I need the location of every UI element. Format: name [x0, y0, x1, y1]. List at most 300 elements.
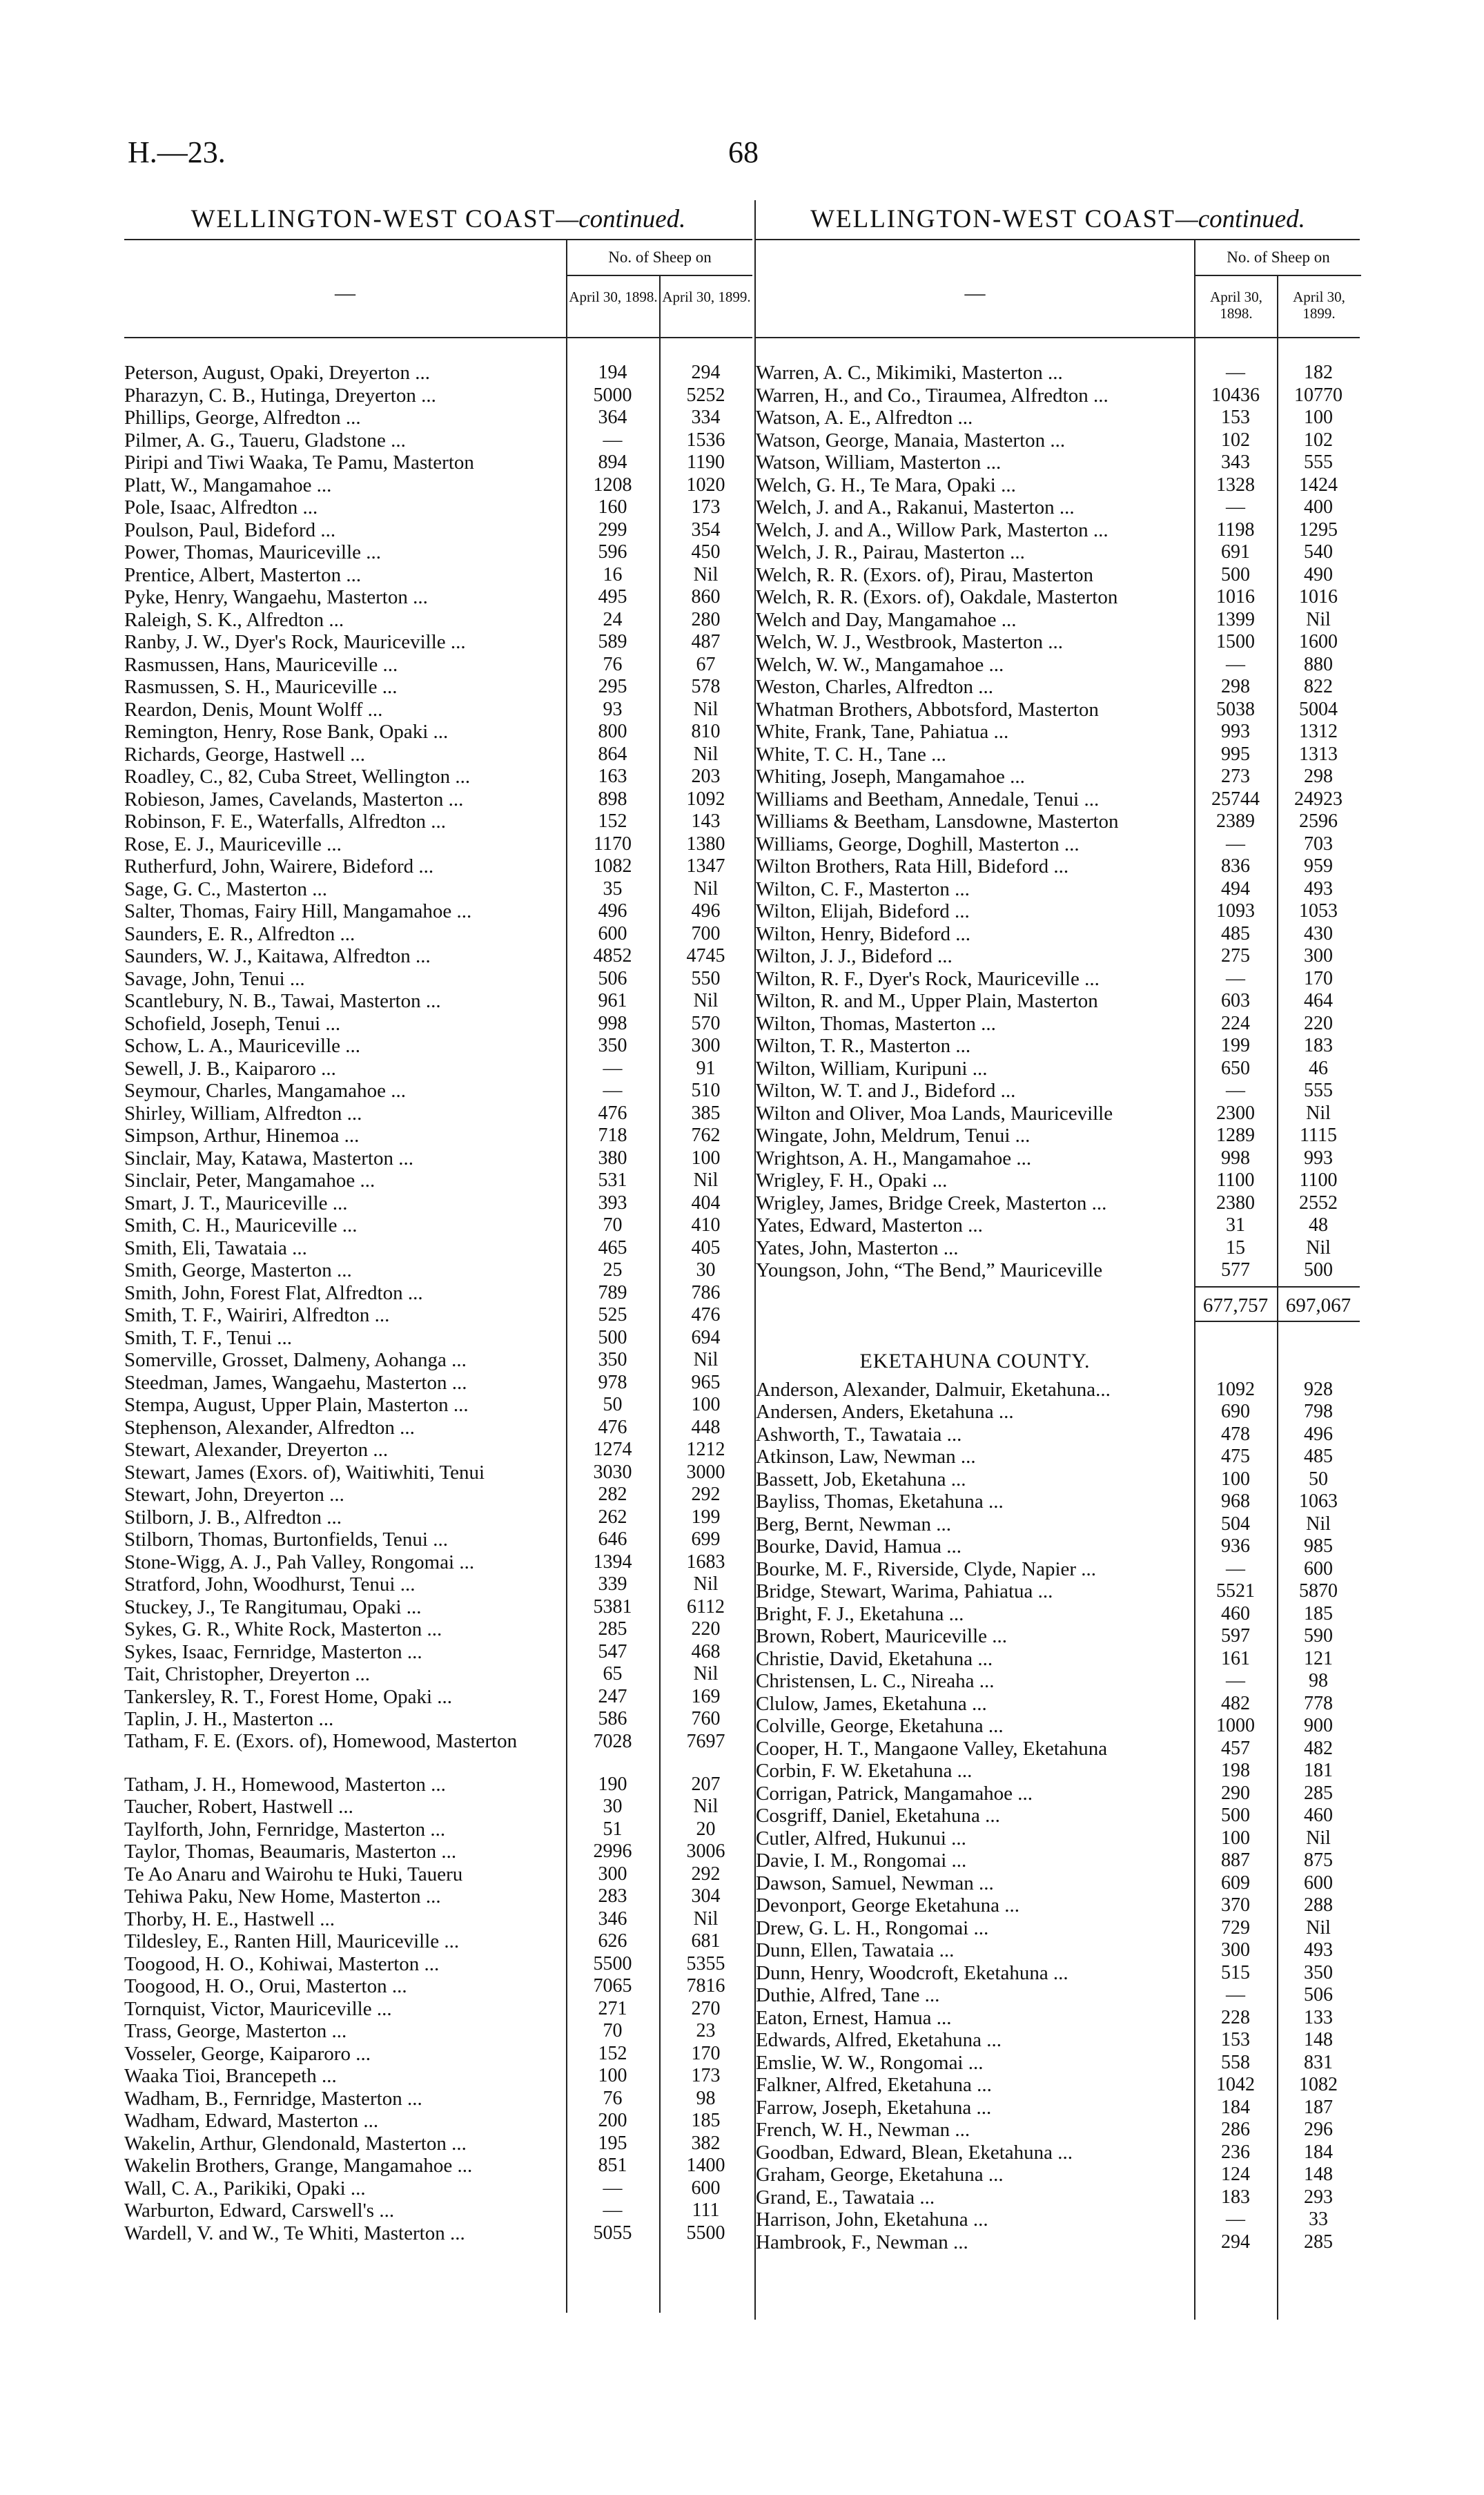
- sheep-1898: —: [603, 2200, 623, 2221]
- owner-name: Corbin, F. W. Eketahuna ...: [756, 1760, 973, 1782]
- sheep-1898: 496: [598, 900, 627, 922]
- owner-name: Bayliss, Thomas, Eketahuna ...: [756, 1491, 1004, 1513]
- sheep-1898: 476: [598, 1416, 627, 1438]
- sheep-1899: 1063: [1299, 1491, 1338, 1512]
- owner-name: Pyke, Henry, Wangaehu, Masterton ...: [124, 586, 428, 608]
- owner-name: Warren, H., and Co., Tiraumea, Alfredton ...: [756, 384, 1109, 407]
- owner-name: Atkinson, Law, Newman ...: [756, 1446, 976, 1468]
- left-row: [124, 2020, 752, 2043]
- sheep-1899: 985: [1304, 1535, 1333, 1557]
- sheep-1898: 190: [598, 1773, 627, 1795]
- owner-name: Remington, Henry, Rose Bank, Opaki ...: [124, 721, 449, 743]
- owner-name: Welch, J. R., Pairau, Masterton ...: [756, 541, 1025, 563]
- sheep-1899: Nil: [1306, 1827, 1331, 1849]
- left-row: [124, 833, 752, 856]
- county-row: [756, 1715, 1360, 1738]
- sheep-1898: 343: [1221, 452, 1250, 473]
- county-row: [756, 1917, 1360, 1940]
- owner-name: Welch, J. and A., Willow Park, Masterton ...: [756, 518, 1109, 541]
- left-sheep-header: No. of Sheep on: [566, 240, 752, 276]
- left-row: [124, 788, 752, 811]
- left-row: [124, 2043, 752, 2066]
- owner-name: Corrigan, Patrick, Mangamahoe ...: [756, 1782, 1033, 1805]
- sheep-1898: 195: [598, 2132, 627, 2154]
- sheep-1899: 385: [691, 1102, 721, 1124]
- sheep-1899: 875: [1304, 1850, 1333, 1871]
- owner-name: Wadham, Edward, Masterton ...: [124, 2110, 379, 2132]
- sheep-1898: 597: [1221, 1625, 1250, 1647]
- sheep-1899: 1600: [1299, 631, 1338, 652]
- sheep-1898: 515: [1221, 1961, 1250, 1983]
- left-row: [124, 1214, 752, 1237]
- right-name-header: —: [964, 282, 986, 304]
- sheep-1898: 30: [603, 1796, 623, 1817]
- sheep-1899: 600: [1304, 1872, 1333, 1894]
- sheep-1899: Nil: [693, 877, 719, 900]
- sheep-1899: 448: [691, 1416, 721, 1438]
- sheep-1899: 1536: [686, 429, 725, 451]
- right-row: [756, 452, 1360, 474]
- owner-name: Sinclair, Peter, Mangamahoe ...: [124, 1169, 375, 1192]
- sheep-1898: 609: [1221, 1872, 1250, 1894]
- owner-name: Smith, George, Masterton ...: [124, 1259, 352, 1281]
- sheep-1899: 778: [1304, 1692, 1333, 1714]
- sheep-1899: Nil: [693, 563, 719, 585]
- sheep-1899: 6112: [687, 1595, 725, 1618]
- left-row: [124, 2110, 752, 2133]
- sheep-1899: 293: [1304, 2186, 1333, 2208]
- sheep-1898: 290: [1221, 1782, 1250, 1804]
- sheep-1898: 163: [598, 766, 627, 787]
- owner-name: Shirley, William, Alfredton ...: [124, 1102, 362, 1125]
- sheep-1899: 50: [1309, 1468, 1328, 1490]
- sheep-1899: Nil: [1306, 1236, 1331, 1259]
- owner-name: White, Frank, Tane, Pahiatua ...: [756, 721, 1009, 743]
- owner-name: French, W. H., Newman ...: [756, 2119, 970, 2141]
- sheep-1898: 160: [598, 496, 627, 518]
- sheep-1898: 5521: [1216, 1580, 1255, 1602]
- owner-name: Richards, George, Hastwell ...: [124, 743, 365, 766]
- sheep-1899: 510: [691, 1080, 721, 1101]
- sheep-1899: 450: [691, 541, 721, 563]
- owner-name: Tait, Christopher, Dreyerton ...: [124, 1663, 371, 1685]
- sheep-1898: 1274: [593, 1439, 632, 1460]
- sheep-1898: 236: [1221, 2141, 1250, 2163]
- sheep-1899: 1016: [1299, 586, 1338, 608]
- left-row: [124, 810, 752, 833]
- sheep-1898: 70: [603, 2020, 623, 2041]
- left-row: [124, 744, 752, 766]
- left-rule-2: [659, 297, 661, 2313]
- left-row: [124, 474, 752, 497]
- sheep-1899: Nil: [693, 1349, 719, 1370]
- sheep-1899: Nil: [693, 1907, 719, 1930]
- left-row: [124, 1953, 752, 1976]
- owner-name: Wilton Brothers, Rata Hill, Bideford ...: [756, 855, 1069, 877]
- owner-name: Power, Thomas, Mauriceville ...: [124, 541, 382, 563]
- sheep-1899: 170: [691, 2042, 721, 2064]
- left-row: [124, 1394, 752, 1417]
- owner-name: Wall, C. A., Parikiki, Opaki ...: [124, 2177, 366, 2200]
- left-row: [124, 1304, 752, 1327]
- sheep-1898: 500: [1221, 1805, 1250, 1826]
- county-title: EKETAHUNA COUNTY.: [859, 1349, 1091, 1372]
- sheep-1898: 961: [598, 990, 627, 1011]
- sheep-1898: 273: [1221, 766, 1250, 787]
- owner-name: Christie, David, Eketahuna ...: [756, 1647, 993, 1670]
- owner-name: Warburton, Edward, Carswell's ...: [124, 2200, 395, 2222]
- left-row: [124, 1417, 752, 1439]
- sheep-1899: 184: [1304, 2141, 1333, 2163]
- sheep-1898: 25: [603, 1259, 623, 1281]
- sheep-1899: 600: [691, 2177, 721, 2199]
- sheep-1899: 4745: [686, 945, 725, 967]
- sheep-1899: 1115: [1300, 1125, 1337, 1146]
- county-row: [756, 2208, 1360, 2231]
- sheep-1899: 400: [1304, 496, 1333, 518]
- owner-name: Stempa, August, Upper Plain, Masterton ...: [124, 1394, 469, 1416]
- right-row: [756, 945, 1360, 968]
- left-row: [124, 1327, 752, 1350]
- owner-name: Christensen, L. C., Nireaha ...: [756, 1670, 995, 1692]
- owner-name: Somerville, Grosset, Dalmeny, Aohanga ...: [124, 1349, 467, 1371]
- owner-name: Taplin, J. H., Masterton ...: [124, 1708, 334, 1730]
- left-row: [124, 385, 752, 407]
- sheep-1899: 699: [691, 1528, 721, 1550]
- sheep-1899: 170: [1304, 967, 1333, 989]
- owner-name: Ashworth, T., Tawataia ...: [756, 1423, 962, 1446]
- sheep-1898: 339: [598, 1573, 627, 1595]
- right-row: [756, 990, 1360, 1013]
- sheep-1898: 836: [1221, 855, 1250, 877]
- county-row: [756, 1693, 1360, 1716]
- owner-name: Phillips, George, Alfredton ...: [124, 407, 361, 429]
- owner-name: Welch, W. W., Mangamahoe ...: [756, 653, 1004, 676]
- sheep-1898: 898: [598, 788, 627, 810]
- sheep-1898: 183: [1221, 2186, 1250, 2208]
- owner-name: Poulson, Paul, Bideford ...: [124, 518, 336, 541]
- county-row: [756, 1738, 1360, 1760]
- left-row: [124, 1125, 752, 1147]
- sheep-1899: 23: [696, 2020, 716, 2041]
- left-row: [124, 1841, 752, 1863]
- owner-name: Thorby, H. E., Hastwell ...: [124, 1907, 335, 1930]
- sheep-1899: 5355: [686, 1952, 725, 1974]
- sheep-1898: 1198: [1216, 518, 1255, 541]
- owner-name: Bright, F. J., Eketahuna ...: [756, 1602, 964, 1625]
- sheep-1898: 153: [1221, 2029, 1250, 2050]
- owner-name: Ranby, J. W., Dyer's Rock, Mauriceville ...: [124, 631, 466, 653]
- sheep-1898: 364: [598, 407, 627, 428]
- left-row: [124, 654, 752, 677]
- sheep-1898: 1100: [1216, 1169, 1255, 1191]
- sheep-1899: 183: [1304, 1035, 1333, 1056]
- left-row: [124, 878, 752, 901]
- county-rows: [756, 1379, 1360, 2254]
- sheep-1898: 1000: [1216, 1715, 1255, 1736]
- owner-name: Stratford, John, Woodhurst, Tenui ...: [124, 1573, 416, 1595]
- right-rule-1: [1194, 297, 1195, 2320]
- sheep-1899: 280: [691, 608, 721, 630]
- left-row: [124, 1885, 752, 1908]
- owner-name: Cutler, Alfred, Hukunui ...: [756, 1827, 966, 1850]
- sheep-1899: 762: [691, 1125, 721, 1146]
- sheep-1899: 148: [1304, 2029, 1333, 2050]
- owner-name: Wrigley, James, Bridge Creek, Masterton ...: [756, 1192, 1107, 1214]
- left-column-header: [124, 240, 752, 338]
- county-row: [756, 1827, 1360, 1850]
- sheep-1898: 100: [598, 2065, 627, 2086]
- sheep-1898: 457: [1221, 1737, 1250, 1759]
- owner-name: Bourke, David, Hamua ...: [756, 1535, 961, 1557]
- sheep-1898: —: [1226, 967, 1245, 989]
- owner-name: Smith, C. H., Mauriceville ...: [124, 1214, 358, 1236]
- county-row: [756, 1850, 1360, 1872]
- owner-name: Dunn, Henry, Woodcroft, Eketahuna ...: [756, 1961, 1068, 1984]
- sheep-1898: —: [1226, 362, 1245, 383]
- sheep-1898: 35: [603, 877, 623, 900]
- right-row: [756, 654, 1360, 677]
- sheep-1899: 292: [691, 1863, 721, 1885]
- owner-name: Edwards, Alfred, Eketahuna ...: [756, 2029, 1002, 2051]
- owner-name: Goodban, Edward, Blean, Eketahuna ...: [756, 2141, 1073, 2164]
- county-row: [756, 1894, 1360, 1917]
- sheep-1899: 98: [696, 2087, 716, 2109]
- sheep-1899: Nil: [693, 990, 719, 1011]
- sheep-1898: 729: [1221, 1916, 1250, 1939]
- sheep-1899: 5870: [1299, 1580, 1338, 1602]
- right-rule-2: [1277, 297, 1278, 2320]
- owner-name: Roadley, C., 82, Cuba Street, Wellington ...: [124, 766, 471, 788]
- left-row: [124, 1708, 752, 1731]
- sheep-1898: 350: [598, 1349, 627, 1370]
- right-row: [756, 1237, 1360, 1260]
- right-section-title-cont: —continued.: [1175, 205, 1305, 233]
- owner-name: Welch, J. and A., Rakanui, Masterton ...: [756, 496, 1075, 518]
- sheep-1899: 294: [691, 362, 721, 383]
- sheep-1899: 182: [1304, 362, 1333, 383]
- right-row: [756, 878, 1360, 901]
- right-row: [756, 900, 1360, 923]
- sheep-1899: 928: [1304, 1378, 1333, 1400]
- owner-name: Duthie, Alfred, Tane ...: [756, 1984, 940, 2006]
- sheep-1898: 161: [1221, 1647, 1250, 1669]
- left-row: [124, 564, 752, 587]
- left-row: [124, 362, 752, 385]
- sheep-1898: —: [603, 1080, 623, 1101]
- sheep-1898: 998: [598, 1012, 627, 1034]
- owner-name: Sykes, G. R., White Rock, Masterton ...: [124, 1618, 442, 1640]
- sheep-1898: 5381: [593, 1595, 632, 1618]
- owner-name: Watson, William, Masterton ...: [756, 452, 1002, 474]
- county-row: [756, 1558, 1360, 1581]
- left-row: [124, 1259, 752, 1282]
- sheep-1898: 271: [598, 1997, 627, 2019]
- sheep-1898: 936: [1221, 1535, 1250, 1557]
- sheep-1899: 468: [691, 1640, 721, 1662]
- county-row: [756, 1805, 1360, 1827]
- sheep-1898: 1208: [593, 474, 632, 496]
- sheep-1899: 487: [691, 631, 721, 652]
- right-row: [756, 923, 1360, 946]
- owner-name: Wilton, R. and M., Upper Plain, Masterton: [756, 990, 1098, 1012]
- owner-name: Wilton, W. T. and J., Bideford ...: [756, 1080, 1016, 1102]
- left-row: [124, 2200, 752, 2222]
- sheep-1898: 7065: [593, 1975, 632, 1997]
- owner-name: Bridge, Stewart, Warima, Pahiatua ...: [756, 1580, 1053, 1602]
- left-row: [124, 1013, 752, 1036]
- right-row: [756, 855, 1360, 878]
- owner-name: Anderson, Alexander, Dalmuir, Eketahuna...: [756, 1378, 1111, 1401]
- sheep-1898: 504: [1221, 1513, 1250, 1535]
- sheep-1899: 350: [1304, 1961, 1333, 1983]
- sheep-1899: 33: [1309, 2208, 1328, 2230]
- sheep-1899: 600: [1304, 1557, 1333, 1580]
- sheep-1898: —: [603, 2177, 623, 2199]
- right-row: [756, 1103, 1360, 1125]
- sheep-1899: Nil: [1306, 608, 1331, 630]
- sheep-1898: —: [1226, 2208, 1245, 2230]
- sheep-1899: 1190: [687, 452, 725, 473]
- county-row: [756, 1446, 1360, 1468]
- owner-name: Dunn, Ellen, Tawataia ...: [756, 1939, 955, 1961]
- sheep-1898: 650: [1221, 1057, 1250, 1079]
- left-row: [124, 429, 752, 452]
- owner-name: Watson, George, Manaia, Masterton ...: [756, 429, 1066, 452]
- sheep-1898: —: [603, 1057, 623, 1079]
- right-row: [756, 1058, 1360, 1080]
- owner-name: Raleigh, S. K., Alfredton ...: [124, 608, 344, 631]
- sheep-1899: 5252: [686, 384, 725, 406]
- right-row: [756, 609, 1360, 632]
- sheep-1899: Nil: [693, 698, 719, 720]
- owner-name: Wilton, J. J., Bideford ...: [756, 945, 953, 967]
- sheep-1899: 490: [1304, 563, 1333, 585]
- sheep-1898: 50: [603, 1394, 623, 1415]
- county-row: [756, 1939, 1360, 1962]
- county-row: [756, 1468, 1360, 1491]
- county-row: [756, 1535, 1360, 1558]
- left-row: [124, 1998, 752, 2021]
- sheep-1899: Nil: [693, 1169, 719, 1191]
- sheep-1899: 1020: [686, 474, 725, 496]
- county-row: [756, 1491, 1360, 1513]
- right-row: [756, 1259, 1360, 1282]
- sheep-1899: 220: [1304, 1012, 1333, 1034]
- sheep-1899: 404: [691, 1192, 721, 1214]
- right-row: [756, 810, 1360, 833]
- county-row: [756, 1513, 1360, 1536]
- county-row: [756, 2142, 1360, 2164]
- sheep-1899: 5004: [1299, 698, 1338, 720]
- sheep-1898: 789: [598, 1281, 627, 1303]
- owner-name: Bassett, Job, Eketahuna ...: [756, 1468, 966, 1491]
- sheep-1898: 393: [598, 1192, 627, 1214]
- sheep-1899: 199: [691, 1506, 721, 1528]
- owner-name: Warren, A. C., Mikimiki, Masterton ...: [756, 362, 1063, 384]
- sheep-1899: 578: [691, 676, 721, 697]
- owner-name: Davie, I. M., Rongomai ...: [756, 1850, 967, 1872]
- left-row: [124, 519, 752, 542]
- sheep-1899: 430: [1304, 922, 1333, 944]
- sheep-1898: 690: [1221, 1401, 1250, 1422]
- sheep-1898: 600: [598, 922, 627, 944]
- sheep-1898: 978: [598, 1371, 627, 1393]
- owner-name: Stewart, John, Dreyerton ...: [124, 1484, 344, 1506]
- sheep-1898: —: [603, 429, 623, 451]
- owner-name: Tatham, F. E. (Exors. of), Homewood, Masterton: [124, 1730, 518, 1752]
- sheep-1898: 224: [1221, 1012, 1250, 1034]
- sheep-1898: 495: [598, 586, 627, 608]
- left-row: [124, 2222, 752, 2245]
- sheep-1899: 496: [1304, 1423, 1333, 1445]
- left-section-title-text: WELLINGTON-WEST COAST: [191, 205, 556, 233]
- sheep-1898: 476: [598, 1102, 627, 1124]
- owner-name: Tildesley, E., Ranten Hill, Mauriceville ...: [124, 1930, 460, 1952]
- left-name-header: —: [335, 282, 355, 304]
- right-row: [756, 1192, 1360, 1215]
- sheep-1898: 1092: [1216, 1378, 1255, 1400]
- sheep-1899: 410: [691, 1214, 721, 1236]
- sheep-1898: 298: [1221, 676, 1250, 697]
- sheep-1899: 555: [1304, 1080, 1333, 1101]
- owner-name: Emslie, W. W., Rongomai ...: [756, 2051, 984, 2074]
- sheep-1899: 187: [1304, 2096, 1333, 2118]
- owner-name: Savage, John, Tenui ...: [124, 967, 305, 990]
- right-row: [756, 1169, 1360, 1192]
- left-row: [124, 1103, 752, 1125]
- sheep-1898: 285: [598, 1618, 627, 1640]
- owner-name: Williams and Beetham, Annedale, Tenui ...: [756, 788, 1100, 810]
- owner-name: Rose, E. J., Mauriceville ...: [124, 833, 342, 855]
- sheep-1898: 294: [1221, 2231, 1250, 2253]
- owner-name: Taucher, Robert, Hastwell ...: [124, 1796, 353, 1818]
- sheep-1898: 478: [1221, 1423, 1250, 1445]
- sheep-1899: 67: [696, 653, 716, 675]
- right-row: [756, 1125, 1360, 1147]
- county-row: [756, 1670, 1360, 1693]
- owner-name: Wrightson, A. H., Mangamahoe ...: [756, 1147, 1032, 1169]
- sheep-1898: 531: [598, 1169, 627, 1191]
- owner-name: Wilton, Elijah, Bideford ...: [756, 900, 970, 922]
- left-row: [124, 1528, 752, 1551]
- right-row: [756, 766, 1360, 788]
- owner-name: Smith, T. F., Wairiri, Alfredton ...: [124, 1304, 390, 1326]
- owner-name: Colville, George, Eketahuna ...: [756, 1715, 1004, 1737]
- left-row: [124, 1506, 752, 1529]
- county-row: [756, 1984, 1360, 2007]
- sheep-1898: 1289: [1216, 1125, 1255, 1146]
- left-row: [124, 1975, 752, 1998]
- sheep-1899: 298: [1304, 766, 1333, 787]
- left-row: [124, 1349, 752, 1372]
- right-row: [756, 744, 1360, 766]
- sheep-1899: 1380: [686, 833, 725, 855]
- owner-name: Sage, G. C., Masterton ...: [124, 877, 327, 900]
- sheep-1898: 380: [598, 1147, 627, 1169]
- sheep-1899: 354: [691, 518, 721, 541]
- owner-name: Reardon, Denis, Mount Wolff ...: [124, 698, 383, 721]
- right-row: [756, 541, 1360, 564]
- sheep-1898: 5500: [593, 1952, 632, 1974]
- owner-name: Harrison, John, Eketahuna ...: [756, 2208, 988, 2231]
- left-row: [124, 631, 752, 654]
- owner-name: Wardell, V. and W., Te Whiti, Masterton ...: [124, 2222, 465, 2244]
- sheep-1898: 494: [1221, 877, 1250, 900]
- totals-row: [756, 1286, 1360, 1322]
- sheep-1899: 207: [691, 1773, 721, 1795]
- owner-name: Schow, L. A., Mauriceville ...: [124, 1035, 361, 1057]
